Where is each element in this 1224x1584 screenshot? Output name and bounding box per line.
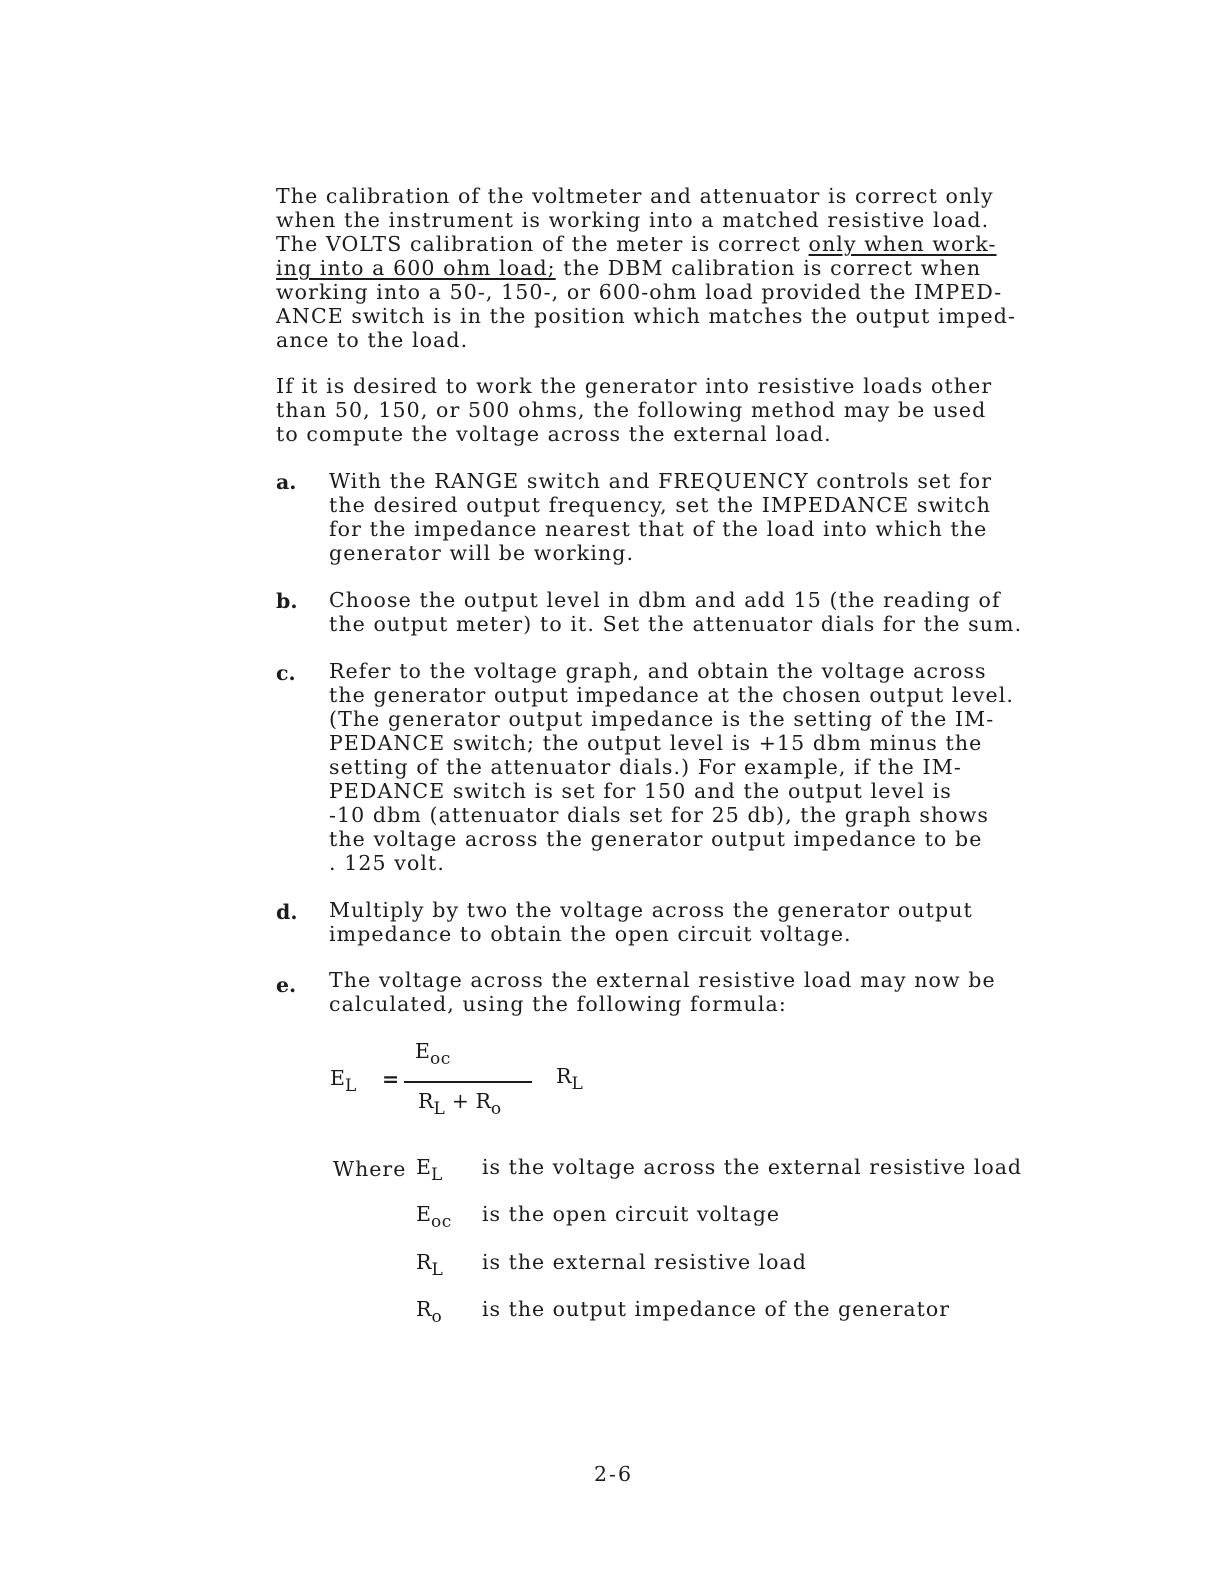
def-symbol xyxy=(416,1155,443,1185)
symbol: R xyxy=(418,1089,434,1113)
subscript: oc xyxy=(429,1049,451,1069)
subscript: L xyxy=(571,1074,584,1094)
text-span: The VOLTS calibration of the meter is correct xyxy=(276,232,809,256)
def-description: is the output impedance of the generator xyxy=(482,1297,950,1321)
symbol: R xyxy=(416,1297,432,1321)
text-line: Multiply by two the voltage across the generator output xyxy=(329,898,973,922)
text-line: calculated, using the following formula: xyxy=(329,992,787,1016)
subscript: L xyxy=(344,1076,357,1096)
text-line: The voltage across the external resistive load may now be xyxy=(329,968,996,992)
text-line: ance to the load. xyxy=(276,328,469,352)
symbol: E xyxy=(416,1155,431,1179)
text-line: -10 dbm (attenuator dials set for 25 db), the graph shows xyxy=(329,803,990,827)
where-label: Where xyxy=(333,1157,407,1181)
step-letter: d. xyxy=(276,900,298,924)
text-line: The calibration of the voltmeter and attenuator is correct only xyxy=(276,184,994,208)
text-line: than 50, 150, or 500 ohms, the following method may be used xyxy=(276,398,987,422)
text-line: the desired output frequency, set the IMPEDANCE switch xyxy=(329,493,992,517)
underlined-text: ing into a 600 ohm load; xyxy=(276,256,556,280)
text-line: PEDANCE switch; the output level is +15 dbm minus the xyxy=(329,731,983,755)
subscript: L xyxy=(431,1260,444,1280)
def-symbol xyxy=(416,1250,444,1280)
formula-rhs xyxy=(556,1064,584,1094)
symbol: R xyxy=(416,1250,432,1274)
step-letter: e. xyxy=(276,973,297,997)
fraction-bar xyxy=(404,1081,532,1083)
def-symbol xyxy=(416,1297,443,1327)
underlined-text: only when work- xyxy=(808,232,997,256)
page-number: 2-6 xyxy=(594,1462,634,1486)
step-letter: b. xyxy=(276,589,298,613)
symbol: E xyxy=(416,1202,431,1226)
text-line: the generator output impedance at the chosen output level. xyxy=(329,683,1014,707)
subscript: o xyxy=(490,1099,502,1119)
symbol: R xyxy=(556,1064,572,1088)
text-line xyxy=(276,256,981,280)
def-description: is the open circuit voltage xyxy=(482,1202,781,1226)
subscript: L xyxy=(430,1165,443,1185)
step-letter: a. xyxy=(276,470,297,494)
text-line: setting of the attenuator dials.) For example, if the IM- xyxy=(329,755,962,779)
text-line: PEDANCE switch is set for 150 and the output level is xyxy=(329,779,952,803)
subscript: L xyxy=(433,1099,446,1119)
text-span: the DBM calibration is correct when xyxy=(555,256,982,280)
text-line: If it is desired to work the generator into resistive loads other xyxy=(276,374,993,398)
text-line: ANCE switch is in the position which matches the output imped- xyxy=(276,304,1017,328)
text-line: Choose the output level in dbm and add 15 (the reading of xyxy=(329,588,1001,612)
text-line: when the instrument is working into a matched resistive load. xyxy=(276,208,990,232)
text-line: impedance to obtain the open circuit voltage. xyxy=(329,922,852,946)
formula-equals: = xyxy=(382,1067,400,1091)
formula-denominator xyxy=(418,1089,502,1119)
def-symbol xyxy=(416,1202,452,1232)
symbol: E xyxy=(415,1039,430,1063)
subscript: oc xyxy=(430,1212,452,1232)
subscript: o xyxy=(431,1307,443,1327)
symbol: R xyxy=(475,1089,491,1113)
formula-numerator xyxy=(415,1039,451,1069)
text-line: (The generator output impedance is the setting of the IM- xyxy=(329,707,995,731)
def-description: is the external resistive load xyxy=(482,1250,807,1274)
text-line: generator will be working. xyxy=(329,541,635,565)
text-line: the voltage across the generator output impedance to be xyxy=(329,827,983,851)
text-line xyxy=(276,232,997,256)
symbol: E xyxy=(330,1066,345,1090)
text-line: working into a 50-, 150-, or 600-ohm load provided the IMPED- xyxy=(276,280,1003,304)
text-line: . 125 volt. xyxy=(329,851,446,875)
text-line: With the RANGE switch and FREQUENCY controls set for xyxy=(329,469,993,493)
text-line: Refer to the voltage graph, and obtain the voltage across xyxy=(329,659,987,683)
plus-sign: + xyxy=(445,1089,476,1113)
def-description: is the voltage across the external resistive load xyxy=(482,1155,1023,1179)
step-letter: c. xyxy=(276,661,296,685)
formula-lhs xyxy=(330,1066,357,1096)
text-line: for the impedance nearest that of the load into which the xyxy=(329,517,988,541)
text-line: to compute the voltage across the external load. xyxy=(276,422,832,446)
text-line: the output meter) to it. Set the attenuator dials for the sum. xyxy=(329,612,1023,636)
